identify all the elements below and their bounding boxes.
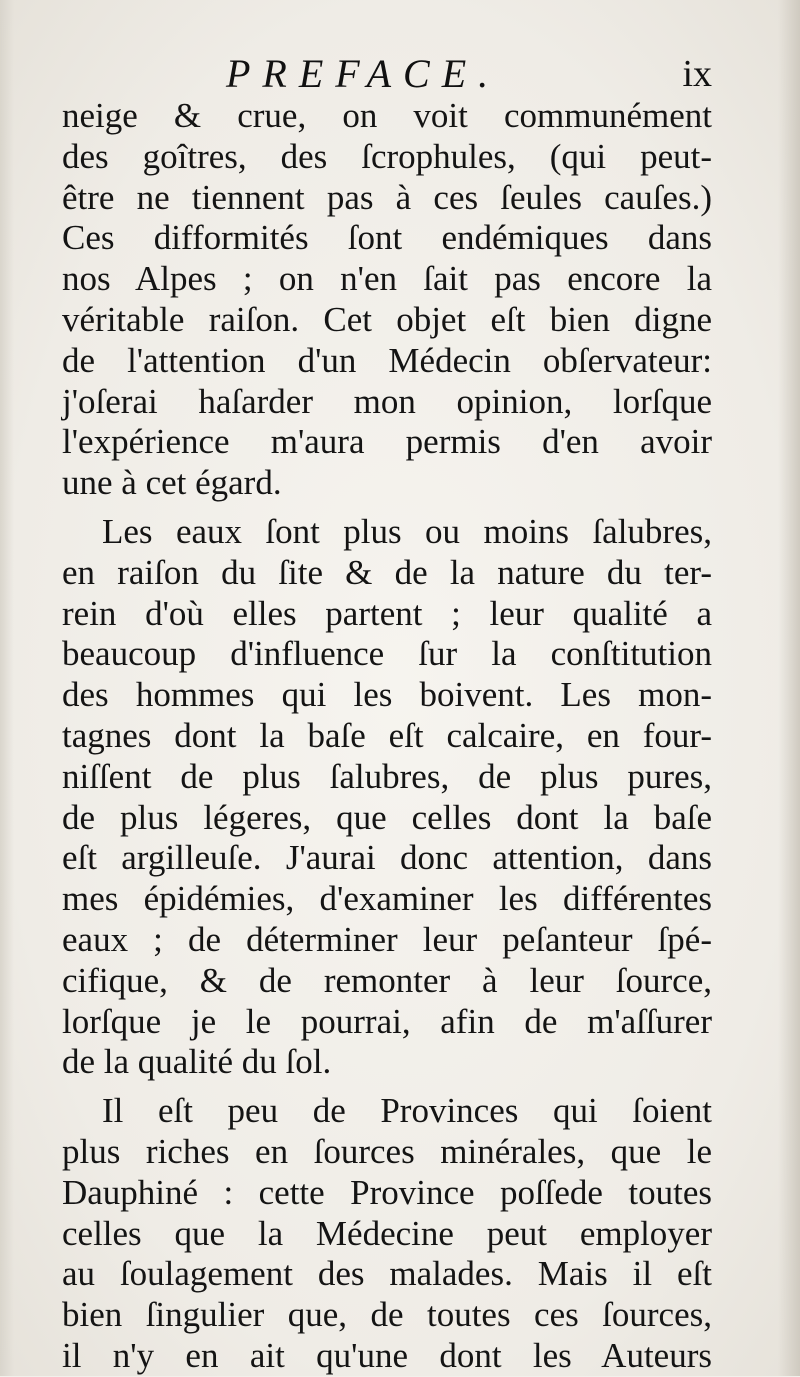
text-line: des hommes qui les boivent. Les mon- (62, 675, 712, 715)
paragraph-1 (62, 96, 712, 504)
text-line: des goîtres, des ſcrophules, (qui peut- (62, 136, 712, 176)
text-line: l'expérience m'aura permis d'en avoir (62, 422, 712, 462)
text-line: beaucoup d'influence ſur la conſtitution (62, 634, 712, 674)
text-line: eſt argilleuſe. J'aurai donc attention, dans (62, 838, 712, 878)
page-shadow-left (0, 0, 14, 1376)
page-number: ix (682, 53, 712, 95)
text-line: tagnes dont la baſe eſt calcaire, en four- (62, 715, 712, 755)
text-line: une à cet égard. (62, 463, 282, 503)
text-line: de plus légeres, que celles dont la baſe (62, 797, 712, 837)
paragraph-gap (62, 504, 712, 512)
text-line: eaux ; de déterminer leur peſanteur ſpé- (62, 919, 712, 959)
paragraph-3 (62, 1091, 712, 1377)
text-line: être ne tiennent pas à ces ſeules cauſes.) (62, 177, 712, 217)
running-head (62, 50, 712, 98)
text-line: niſſent de plus ſalubres, de plus pures, (62, 756, 712, 796)
text-line: nos Alpes ; on n'en ſait pas encore la (62, 259, 712, 299)
text-line: lorſque je le pourrai, afin de m'aſſurer (62, 1001, 712, 1041)
paragraph-gap (62, 1083, 712, 1091)
text-line: rein d'où elles partent ; leur qualité a (62, 593, 712, 633)
text-line: en raiſon du ſite & de la nature du ter- (62, 552, 712, 592)
text-line: Ces difformités ſont endémiques dans (62, 218, 712, 258)
text-line: j'oſerai haſarder mon opinion, lorſque (62, 381, 712, 421)
text-line: mes épidémies, d'examiner les différentes (62, 879, 712, 919)
text-line: de la qualité du ſol. (62, 1042, 332, 1082)
text-line: il n'y en ait qu'une dont les Auteurs (62, 1335, 712, 1375)
text-line: au ſoulagement des malades. Mais il eſt (62, 1254, 712, 1294)
running-title: PREFACE. (226, 51, 501, 96)
text-line: Il eſt peu de Provinces qui ſoient (102, 1091, 712, 1131)
text-line: plus riches en ſources minérales, que le (62, 1131, 712, 1171)
text-line: Dauphiné : cette Province poſſede toutes (62, 1172, 712, 1212)
text-line: celles que la Médecine peut employer (62, 1213, 712, 1253)
text-line: bien ſingulier que, de toutes ces ſources, (62, 1295, 712, 1335)
paragraph-2 (62, 512, 712, 1083)
text-line: véritable raiſon. Cet objet eſt bien digne (62, 299, 712, 339)
text-line: Les eaux ſont plus ou moins ſalubres, (102, 511, 712, 551)
text-line: cifique, & de remonter à leur ſource, (62, 960, 712, 1000)
page-shadow-right (778, 0, 800, 1376)
text-line: neige & crue, on voit communément (62, 96, 712, 135)
body-text (62, 96, 712, 1377)
text-line: de l'attention d'un Médecin obſervateur: (62, 340, 712, 380)
